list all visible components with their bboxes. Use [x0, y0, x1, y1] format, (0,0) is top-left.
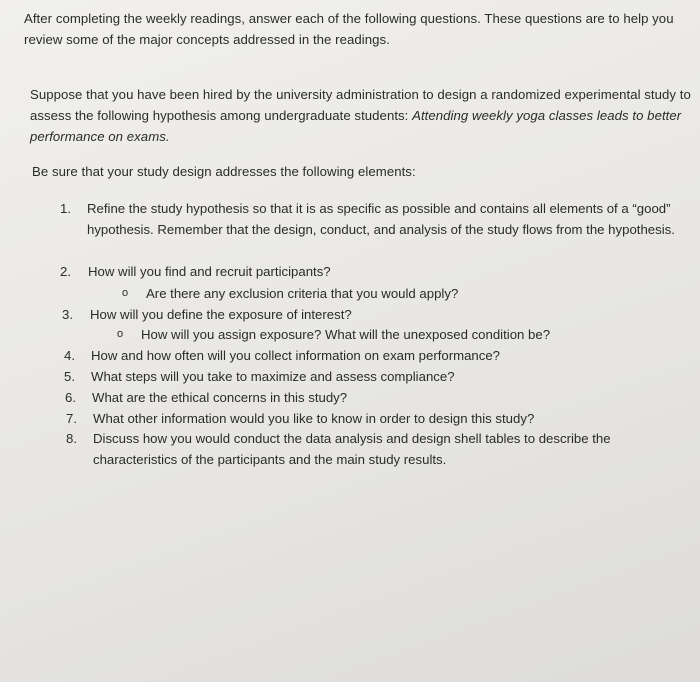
question-text: How will you find and recruit participants?: [88, 264, 331, 279]
question-number: 5.: [64, 369, 75, 384]
question-number: 8.: [66, 431, 77, 446]
question-item: [62, 304, 692, 325]
question-number: 4.: [64, 348, 75, 363]
sub-question-text: How will you assign exposure? What will the unexposed condition be?: [141, 327, 551, 342]
question-item: [60, 198, 690, 261]
question-number: 7.: [66, 411, 77, 426]
question-text: Refine the study hypothesis so that it is as specific as possible and contains all elements of a “good” hypothesis. Remember that the design, conduct, and analysis of the study flows from the hypothesis.: [87, 201, 675, 237]
question-number: 2.: [60, 264, 71, 279]
question-item: [65, 387, 695, 408]
question-text: What other information would you like to know in order to design this study?: [93, 411, 535, 426]
bullet-icon: o: [117, 328, 124, 340]
sub-question-item: [122, 283, 622, 304]
question-text: What are the ethical concerns in this study?: [92, 390, 348, 405]
bullet-icon: o: [122, 287, 129, 299]
question-text: How will you define the exposure of interest?: [90, 307, 352, 322]
question-text: What steps will you take to maximize and assess compliance?: [91, 369, 455, 384]
instruction-text: Be sure that your study design addresses the following elements:: [32, 164, 416, 179]
study-hypothesis: Attending weekly yoga classes leads to better performance on exams.: [30, 108, 682, 144]
scenario-text: Suppose that you have been hired by the university administration to design a randomized experimental study to assess the following hypothesis among undergraduate students:: [30, 87, 691, 123]
question-item: [60, 261, 690, 282]
question-number: 6.: [65, 390, 76, 405]
question-text: How and how often will you collect information on exam performance?: [91, 348, 501, 363]
question-item: [66, 408, 696, 429]
question-item: [64, 345, 694, 366]
question-item: [66, 428, 696, 470]
question-number: 1.: [60, 201, 71, 216]
scenario-paragraph: [30, 84, 695, 147]
question-number: 3.: [62, 307, 73, 322]
sub-question-text: Are there any exclusion criteria that you would apply?: [146, 286, 459, 301]
question-text: Discuss how you would conduct the data analysis and design shell tables to describe the characteristics of the participants and the main study results.: [93, 431, 611, 467]
intro-paragraph: After completing the weekly readings, answer each of the following questions. These questions are to help you review some of the major concepts addressed in the readings.: [24, 11, 674, 47]
question-item: [64, 366, 694, 387]
sub-question-item: [117, 324, 637, 345]
